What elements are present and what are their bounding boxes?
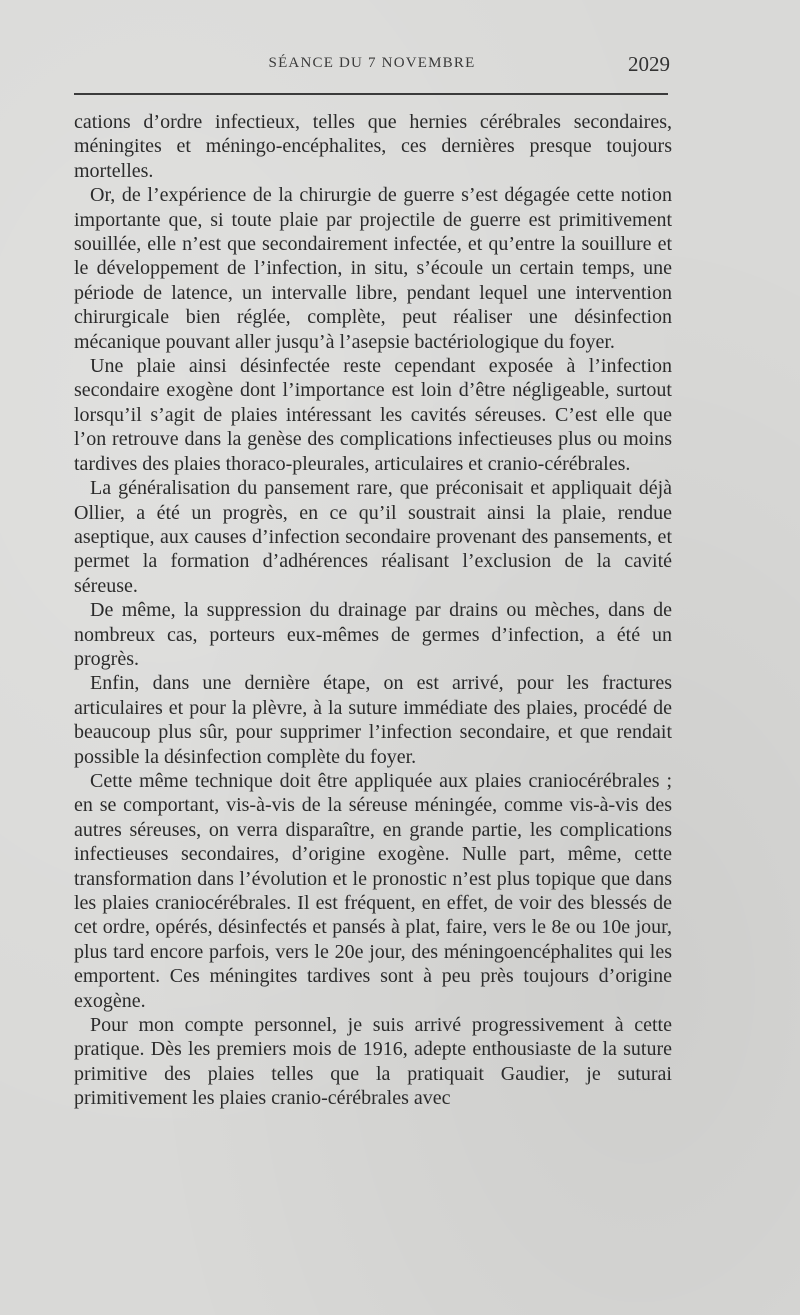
paragraph: Pour mon compte personnel, je suis arrivé progressivement à cette pratique. Dès les premiers mois de 1916, adepte enthousiaste de la suture primitive des plaies telles que la pratiquait Gaudier, je suturai primitivement les plaies cranio-cérébrales avec bbox=[74, 1014, 672, 1110]
paragraph: De même, la suppression du drainage par drains ou mèches, dans de nombreux cas, porteurs eux-mêmes de germes d’infection, a été un progrès. bbox=[74, 599, 672, 670]
header-rule bbox=[74, 93, 668, 95]
running-head bbox=[74, 52, 670, 78]
paragraph: Cette même technique doit être appliquée aux plaies craniocérébrales ; en se comportant, vis-à-vis de la séreuse méningée, comme vis-à-vis des autres séreuses, on verra disparaître, en grande partie, les complications infectieuses secondaires, d’origine exogène. Nulle part, même, cette transformation dans l’évolution et le pronostic n’est plus topique que dans les plaies craniocérébrales. Il est fréquent, en effet, de voir des blessés de cet ordre, opérés, désinfectés et pansés à plat, faire, vers le 8e ou 10e jour, plus tard encore parfois, vers le 20e jour, des méningoencéphalites qui les emportent. Ces méningites tardives sont à peu près toujours d’origine exogène. bbox=[74, 769, 672, 1012]
page-number: 2029 bbox=[628, 52, 670, 76]
paragraph: Enfin, dans une dernière étape, on est arrivé, pour les fractures articulaires et pour la plèvre, à la suture immédiate des plaies, procédé de beaucoup plus sûr, pour supprimer l’infection secondaire, et que rendait possible la désinfection complète du foyer. bbox=[74, 672, 672, 768]
body-text bbox=[74, 110, 672, 1111]
paragraph: cations d’ordre infectieux, telles que hernies cérébrales secondaires, méningites et méningo-encéphalites, ces dernières presque toujours mortelles. bbox=[74, 111, 672, 182]
paragraph: Or, de l’expérience de la chirurgie de guerre s’est dégagée cette notion importante que, si toute plaie par projectile de guerre est primitivement souillée, elle n’est que secondairement infectée, et qu’entre la souillure et le développement de l’infection, in situ, s’écoule un certain temps, une période de latence, un intervalle libre, pendant lequel une intervention chirurgicale bien réglée, complète, peut réaliser une désinfection mécanique pouvant aller jusqu’à l’asepsie bactériologique du foyer. bbox=[74, 184, 672, 353]
running-title: SÉANCE DU 7 NOVEMBRE bbox=[268, 55, 476, 71]
paragraph: La généralisation du pansement rare, que préconisait et appliquait déjà Ollier, a été un progrès, en ce qu’il soustrait ainsi la plaie, rendue aseptique, aux causes d’infection secondaire provenant des pansements, et permet la formation d’adhérences réalisant l’exclusion de la cavité séreuse. bbox=[74, 477, 672, 597]
paragraph: Une plaie ainsi désinfectée reste cependant exposée à l’infection secondaire exogène dont l’importance est loin d’être négligeable, surtout lorsqu’il s’agit de plaies intéressant les cavités séreuses. C’est elle que l’on retrouve dans la genèse des complications infectieuses plus ou moins tardives des plaies thoraco-pleurales, articulaires et cranio-cérébrales. bbox=[74, 355, 672, 475]
